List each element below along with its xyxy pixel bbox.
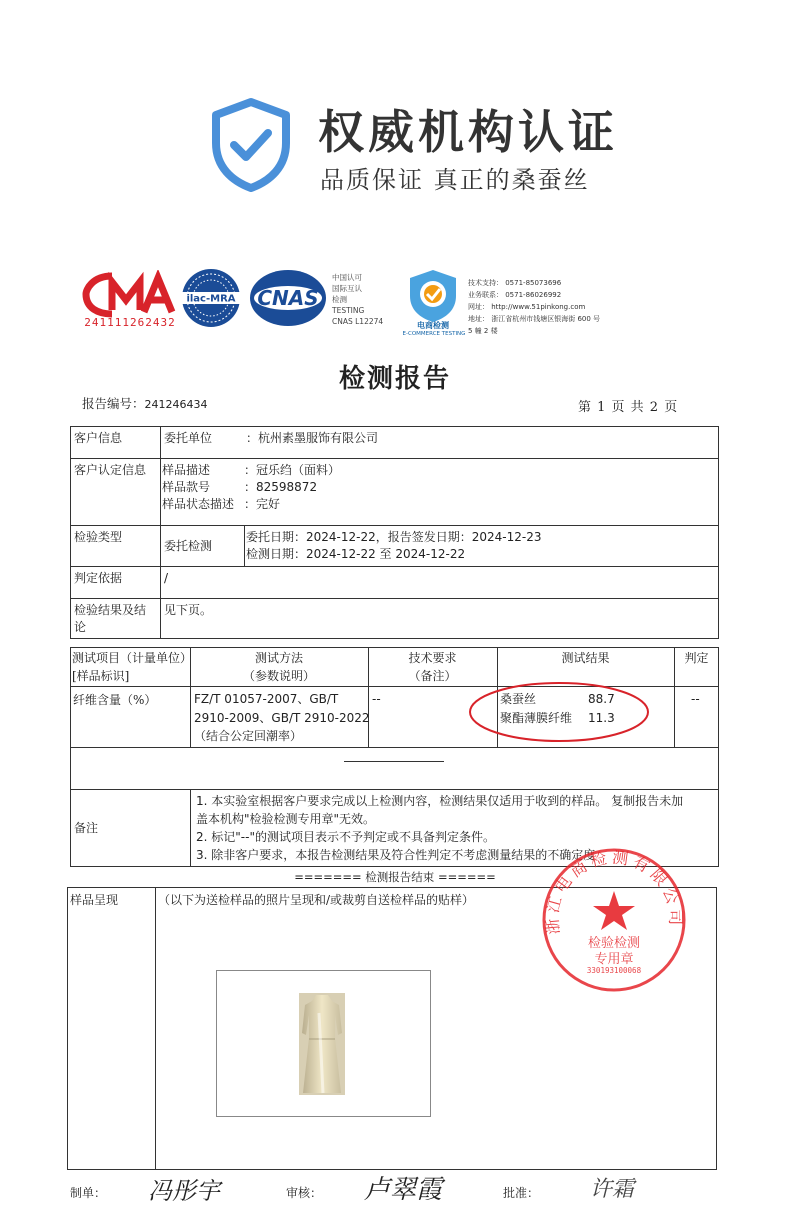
row-method-2: 2910-2009、GB/T 2910-2022 [194, 711, 370, 725]
svg-text:ilac-MRA: ilac-MRA [186, 293, 236, 305]
sign-maker-label: 制单： [70, 1186, 107, 1200]
sample-state-label: 样品状态描述 [162, 497, 235, 511]
client-label: 客户信息 [74, 431, 123, 445]
th-item-2: [样品标识] [72, 669, 130, 683]
row-item: 纤维含量（%） [73, 693, 157, 707]
client-unit-label: 委托单位 [164, 431, 213, 445]
hero-title: 权威机构认证 [318, 105, 618, 159]
th-judge: 判定 [684, 651, 709, 665]
sample-no-value: ：82598872 [244, 480, 318, 494]
cma-cert-number: 241111262432 [84, 316, 176, 329]
note-3: 3. 除非客户要求，本报告检测结果及符合性判定不考虑测量结果的不确定度 [196, 848, 596, 862]
cma-logo-icon [82, 270, 178, 318]
ecommerce-testing-label: 电商检测 [417, 321, 449, 330]
result-label-2: 论 [74, 620, 87, 634]
note-2: 2. 标记"--"的测试项目表示不予判定或不具备判定条件。 [196, 830, 495, 844]
sign-review-label: 审核： [286, 1186, 323, 1200]
svg-text:CNAS: CNAS [257, 286, 319, 310]
report-number: 报告编号：241246434 [82, 396, 208, 411]
type-value: 委托检测 [164, 539, 213, 553]
sample-desc-label: 样品描述 [162, 463, 211, 477]
result-value: 见下页。 [164, 603, 213, 617]
result-name-2: 聚酯薄膜纤维 [500, 711, 573, 725]
row-req: -- [372, 692, 381, 706]
th-item-1: 测试项目（计量单位） [72, 651, 193, 665]
th-result: 测试结果 [561, 651, 610, 665]
row-method-1: FZ/T 01057-2007、GB/T [194, 692, 339, 706]
sample-label: 客户认定信息 [74, 463, 147, 477]
notes-label: 备注 [74, 821, 99, 835]
result-value-1: 88.7 [588, 692, 615, 706]
sample-state-value: ：完好 [244, 497, 281, 511]
sign-approve-label: 批准： [503, 1186, 540, 1200]
cnas-text: 中国认可 国际互认 检测 TESTING CNAS L12274 [332, 273, 384, 326]
th-req-1: 技术要求 [408, 651, 457, 665]
report-end-text: ======= 检测报告结束 ====== [294, 870, 496, 884]
th-method-1: 测试方法 [254, 651, 303, 665]
page-number: 第 1 页 共 2 页 [578, 400, 679, 415]
sign-maker: 冯彤宇 [148, 1177, 220, 1205]
sign-review: 卢翠霞 [364, 1175, 443, 1205]
sign-approve: 许霜 [590, 1177, 635, 1202]
svg-text:检验检测: 检验检测 [587, 936, 641, 951]
result-highlight-circle [466, 680, 652, 746]
date-line-1: 委托日期：2024-12-22，报告签发日期：2024-12-23 [246, 530, 542, 544]
ecommerce-testing-logo-icon [402, 268, 464, 322]
hero-subtitle: 品质保证 真正的桑蚕丝 [320, 166, 590, 194]
row-judge: -- [691, 692, 700, 706]
client-unit-value: ：杭州素墨服饰有限公司 [246, 431, 379, 445]
result-value-2: 11.3 [588, 711, 615, 725]
shield-check-icon [210, 97, 292, 193]
sample-desc-value: ：冠乐绉（面料） [244, 463, 341, 477]
note-1: 1. 本实验室根据客户要求完成以上检测内容，检测结果仅适用于收到的样品。 复制报告未加 [196, 794, 684, 808]
sample-no-label: 样品款号 [162, 480, 211, 494]
th-method-2: （参数说明） [242, 669, 315, 683]
sample-dress-photo [299, 993, 345, 1095]
sample-show-label: 样品呈现 [70, 893, 119, 907]
ilac-mra-logo-icon [180, 267, 242, 329]
svg-text:专用章: 专用章 [594, 952, 634, 967]
cnas-logo-icon [248, 268, 328, 328]
type-label: 检验类型 [74, 530, 123, 544]
svg-text:330193100068: 330193100068 [586, 966, 642, 975]
th-req-2: （备注） [408, 669, 457, 683]
result-name-1: 桑蚕丝 [500, 692, 537, 706]
official-seal-stamp [540, 846, 688, 994]
contact-info: 技术支持： 0571-85073696 业务联系： 0571-86026992 网址： http://www.51pinkong.com 地址： 浙江省杭州市钱塘区银海街 600 号 5 幢 2 楼 [468, 279, 601, 335]
row-method-3: （结合公定回潮率） [194, 729, 303, 743]
sample-show-desc: （以下为送检样品的照片呈现和/或裁剪自送检样品的贴样） [158, 893, 475, 907]
basis-value: / [164, 571, 169, 585]
result-label-1: 检验结果及结 [74, 603, 147, 617]
svg-text:浙江电商检测有限公司: 浙江电商检测有限公司 [542, 847, 686, 936]
note-1b: 盖本机构"检验检测专用章"无效。 [196, 812, 376, 826]
ecommerce-testing-sub: E-COMMERCE TESTING [402, 331, 466, 337]
date-line-2: 检测日期：2024-12-22 至 2024-12-22 [246, 547, 466, 561]
report-title: 检测报告 [338, 364, 451, 394]
basis-label: 判定依据 [74, 571, 123, 585]
